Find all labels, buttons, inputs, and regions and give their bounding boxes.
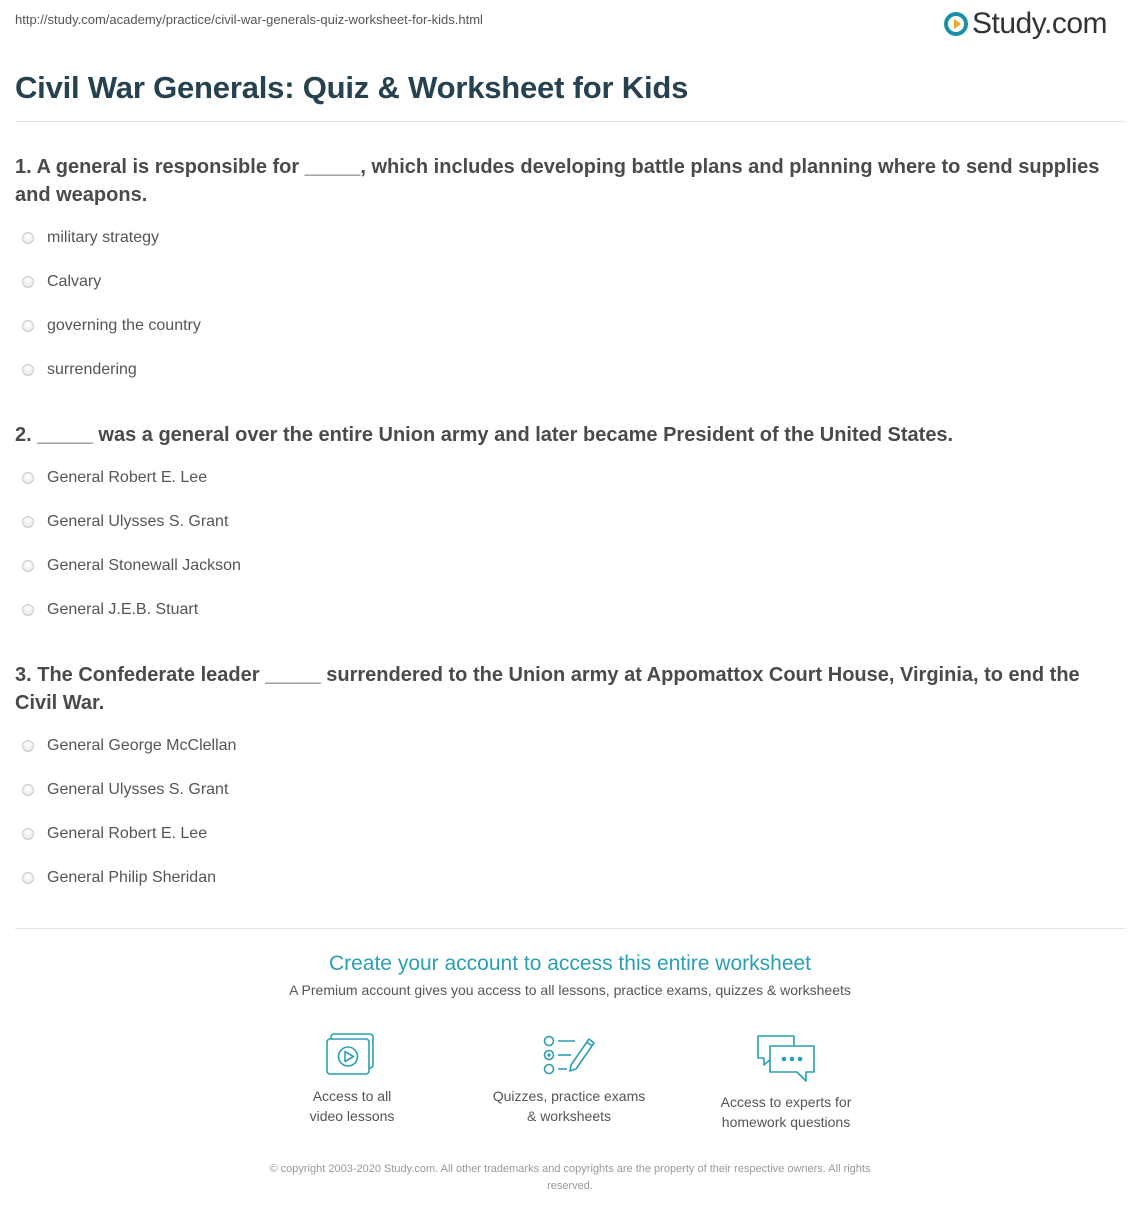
feature-quizzes — [469, 1032, 669, 1126]
answer-label: General J.E.B. Stuart — [47, 601, 199, 618]
answer-option[interactable] — [22, 511, 228, 533]
answer-label: General Robert E. Lee — [47, 469, 208, 486]
page-title: Civil War Generals: Quiz & Worksheet for Kids — [15, 70, 689, 105]
radio-button[interactable] — [22, 364, 34, 376]
answer-label: Calvary — [47, 273, 102, 290]
answer-option[interactable] — [22, 271, 101, 293]
answer-option[interactable] — [22, 779, 228, 801]
answer-label: General Stonewall Jackson — [47, 557, 241, 574]
radio-button[interactable] — [22, 516, 34, 528]
quiz-checklist-icon — [541, 1032, 597, 1078]
feature-label-line: Access to all — [312, 1088, 392, 1104]
radio-button[interactable] — [22, 560, 34, 572]
radio-button[interactable] — [22, 784, 34, 796]
question-3: 3. The Confederate leader _____ surrendered to the Union army at Appomattox Court House, Virginia, to end the Civil War. — [15, 664, 1080, 714]
cta-subtitle: A Premium account gives you access to all lessons, practice exams, quizzes & worksheets — [289, 982, 851, 998]
page-url: http://study.com/academy/practice/civil-war-generals-quiz-worksheet-for-kids.html — [15, 12, 483, 27]
question-2: 2. _____ was a general over the entire Union army and later became President of the United States. — [15, 424, 954, 446]
answer-label: governing the country — [47, 317, 201, 334]
study-logo[interactable] — [944, 6, 1107, 42]
answer-option[interactable] — [22, 467, 207, 489]
radio-button[interactable] — [22, 276, 34, 288]
feature-label-line: homework questions — [721, 1114, 851, 1130]
feature-label-line: video lessons — [309, 1108, 395, 1124]
cta-divider — [15, 928, 1125, 929]
question-1: 1. A general is responsible for _____, which includes developing battle plans and planning where to send supplies and weapons. — [15, 156, 1100, 206]
answer-option[interactable] — [22, 227, 159, 249]
feature-label-line: Quizzes, practice exams — [492, 1088, 646, 1104]
answer-label: General George McClellan — [47, 737, 237, 754]
study-logo-icon — [944, 12, 968, 36]
radio-button[interactable] — [22, 320, 34, 332]
footer-line: © copyright 2003-2020 Study.com. All other trademarks and copyrights are the property of their respective owners. All rights — [269, 1163, 871, 1175]
feature-experts — [686, 1032, 886, 1132]
feature-label-line: Access to experts for — [720, 1094, 852, 1110]
chat-bubbles-icon — [754, 1032, 818, 1084]
footer-line: reserved. — [547, 1180, 593, 1192]
radio-button[interactable] — [22, 604, 34, 616]
logo-text: Study.com — [972, 7, 1107, 40]
feature-label-line: & worksheets — [526, 1108, 612, 1124]
answer-option[interactable] — [22, 823, 207, 845]
title-divider — [15, 121, 1125, 122]
answer-label: General Ulysses S. Grant — [47, 781, 229, 798]
radio-button[interactable] — [22, 740, 34, 752]
answer-label: General Ulysses S. Grant — [47, 513, 229, 530]
copyright-footer — [215, 1161, 925, 1195]
radio-button[interactable] — [22, 872, 34, 884]
answer-option[interactable] — [22, 359, 137, 381]
answer-label: General Robert E. Lee — [47, 825, 208, 842]
radio-button[interactable] — [22, 232, 34, 244]
answer-option[interactable] — [22, 599, 198, 621]
radio-button[interactable] — [22, 828, 34, 840]
video-lessons-icon — [325, 1032, 379, 1078]
answer-option[interactable] — [22, 735, 236, 757]
answer-option[interactable] — [22, 555, 241, 577]
answer-option[interactable] — [22, 867, 216, 889]
cta-title-link[interactable]: Create your account to access this entire worksheet — [328, 952, 812, 975]
feature-video-lessons — [252, 1032, 452, 1126]
answer-label: General Philip Sheridan — [47, 869, 216, 886]
radio-button[interactable] — [22, 472, 34, 484]
answer-label: military strategy — [47, 229, 160, 246]
answer-label: surrendering — [47, 361, 137, 378]
answer-option[interactable] — [22, 315, 201, 337]
